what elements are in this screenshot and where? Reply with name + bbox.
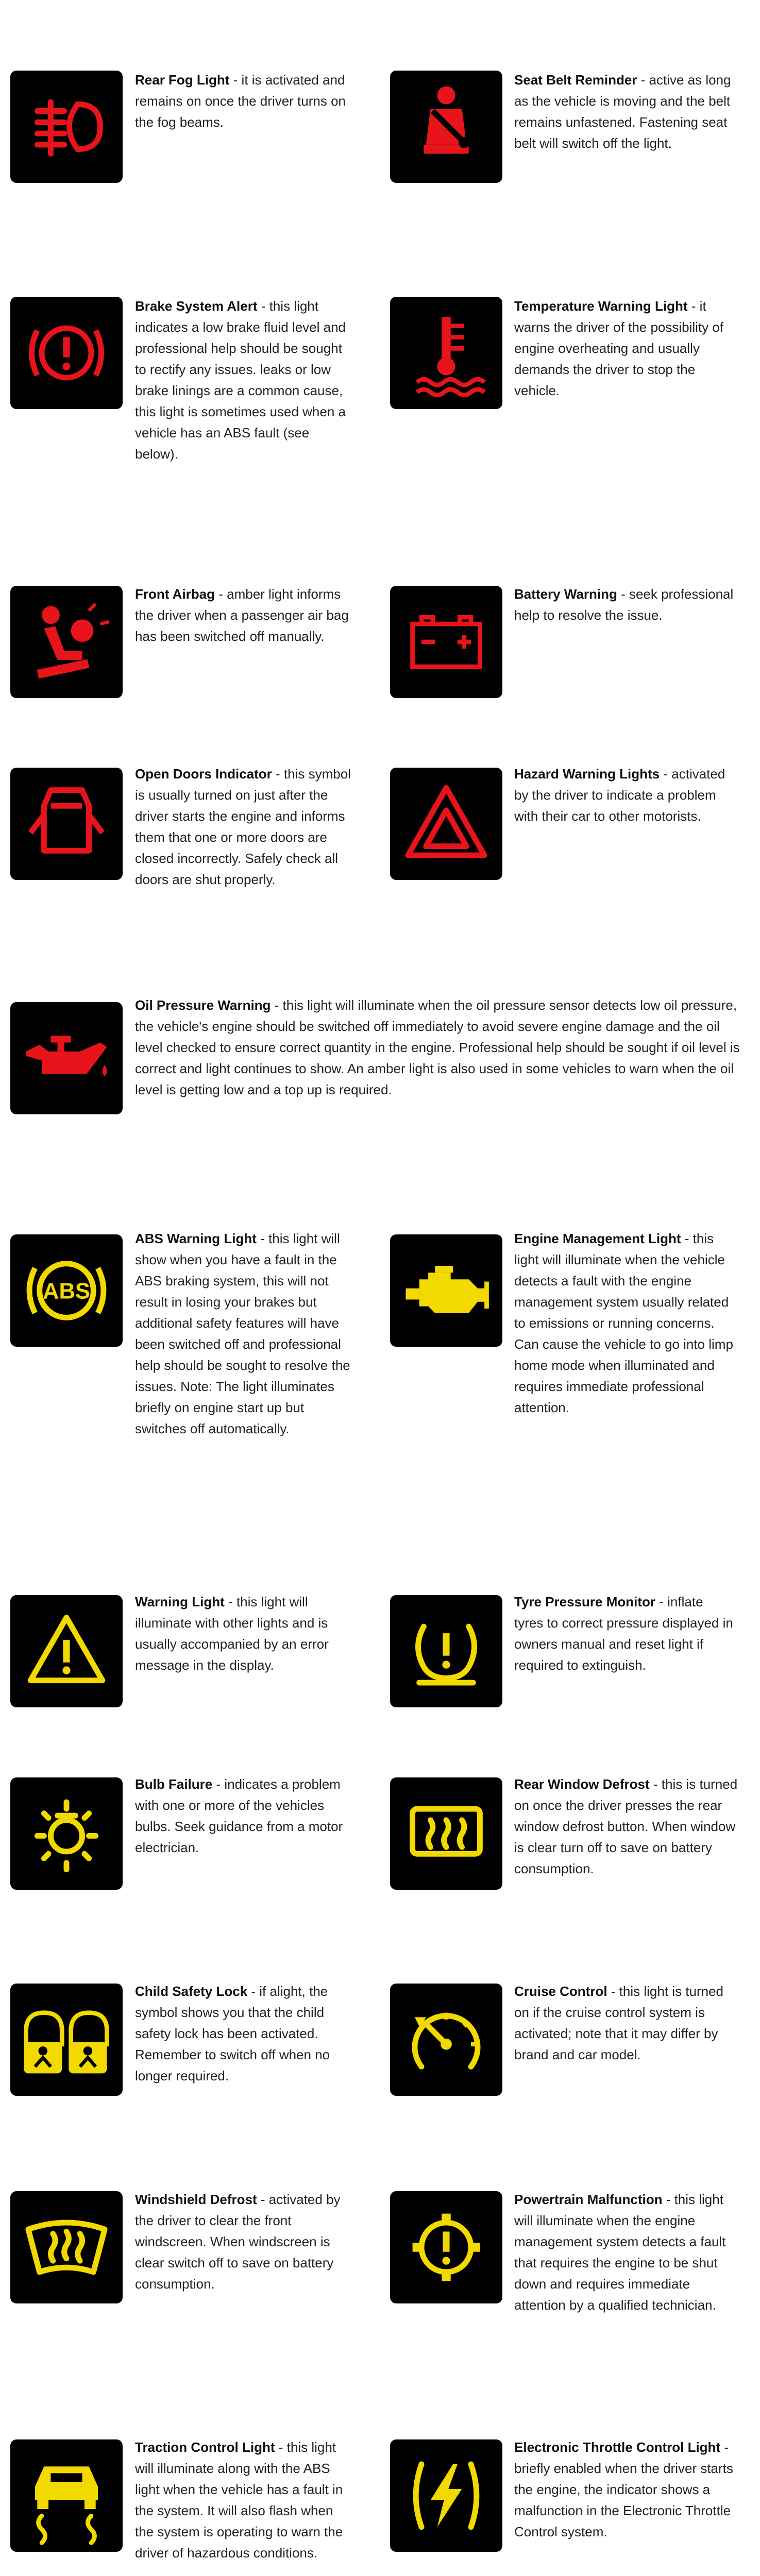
child-lock-icon [10,1984,123,2096]
throttle-control-icon [390,2439,502,2552]
seat-belt-icon [390,71,502,183]
battery-icon [390,586,502,698]
description: Front Airbag - amber light informs the driver when a passenger air bag has been switched off manually. [135,586,349,644]
warning-triangle-icon [10,1595,123,1707]
rear-fog-light-icon [10,71,123,183]
bulb-failure-icon [10,1777,123,1890]
hazard-icon [390,768,502,880]
description: Brake System Alert - this light indicates a low brake fluid level and professional help should be sought to rectify any issues. leaks or low brake linings are a common cause, this light is sometimes used when a vehicle has an ABS fault (see below). [135,298,346,462]
brake-system-icon [10,297,123,409]
description: Seat Belt Reminder - active as long as the vehicle is moving and the belt remains unfastened. Fastening seat belt will switch off the light. [514,72,731,151]
description: Open Doors Indicator - this symbol is usually turned on just after the driver starts the engine and informs them that one or more doors are closed incorrectly. Safely check all doors are shut properly. [135,766,351,887]
description: Windshield Defrost - activated by the driver to clear the front windscreen. When windscreen is clear switch off to save on battery consumption. [135,2192,341,2292]
description: Cruise Control - this light is turned on if the cruise control system is activated; note that it may differ by brand and car model. [514,1984,724,2062]
description: Bulb Failure - indicates a problem with one or more of the vehicles bulbs. Seek guidance from a motor electrician. [135,1776,343,1855]
description: Electronic Throttle Control Light - briefly enabled when the driver starts the engine, the indicator shows a malfunction in the Electronic Throttle Control system. [514,2439,733,2539]
description: Battery Warning - seek professional help to resolve the issue. [514,586,734,623]
description: Tyre Pressure Monitor - inflate tyres to correct pressure displayed in owners manual and reset light if required to extinguish. [514,1594,733,1673]
cruise-control-icon [390,1984,502,2096]
traction-control-icon [10,2439,123,2552]
powertrain-icon [390,2191,502,2303]
open-doors-icon [10,768,123,880]
description: Powertrain Malfunction - this light will illuminate when the engine management system detects a fault that requires the engine to be shut down and requires immediate attention by a qualified technician. [514,2192,726,2313]
description: Traction Control Light - this light will illuminate along with the ABS light when the vehicle has a fault in the system. It will also flash when the system is operating to warn the driver of hazardous conditions. [135,2439,343,2561]
abs-icon [10,1234,123,1347]
description: Hazard Warning Lights - activated by the driver to indicate a problem with their car to other motorists. [514,766,725,824]
oil-pressure-icon [10,1002,123,1114]
tyre-pressure-icon [390,1595,502,1707]
temperature-icon [390,297,502,409]
windshield-defrost-icon [10,2191,123,2303]
description: Engine Management Light - this light will illuminate when the vehicle detects a fault with the engine management system usually related to emissions or running concerns. Can cause the vehicle to go into limp home mode when illuminated and requires immediate professional attention. [514,1231,733,1415]
engine-icon [390,1234,502,1347]
description: Child Safety Lock - if alight, the symbol shows you that the child safety lock has been activated. Remember to switch off when no longer required. [135,1984,330,2083]
description: Warning Light - this light will illuminate with other lights and is usually accompanied by an error message in the display. [135,1594,329,1673]
description: Rear Window Defrost - this is turned on once the driver presses the rear window defrost button. When window is clear turn off to save on battery consumption. [514,1776,738,1876]
description: Oil Pressure Warning - this light will illuminate when the oil pressure sensor detects low oil pressure, the vehicle's engine should be switched off immediately to avoid severe engine damage and the oil level checked to ensure correct quantity in the engine. Professional help should be sought if oil level is correct and light continues to show. An amber light is also used in some vehicles to warn when the oil level is getting low and a top up is required. [135,997,740,1097]
rear-defrost-icon [390,1777,502,1890]
svg-text:ABS: ABS [42,1279,91,1304]
airbag-icon [10,586,123,698]
description: Rear Fog Light - it is activated and remains on once the driver turns on the fog beams. [135,72,346,130]
description: ABS Warning Light - this light will show when you have a fault in the ABS braking system, this will not result in losing your brakes but additional safety features will have been switched off and professional help should be sought to resolve the issues. Note: The light illuminates briefly on engine start up but switches off automatically. [135,1231,350,1436]
description: Temperature Warning Light - it warns the driver of the possibility of engine overheating and usually demands the driver to stop the vehicle. [514,298,724,398]
